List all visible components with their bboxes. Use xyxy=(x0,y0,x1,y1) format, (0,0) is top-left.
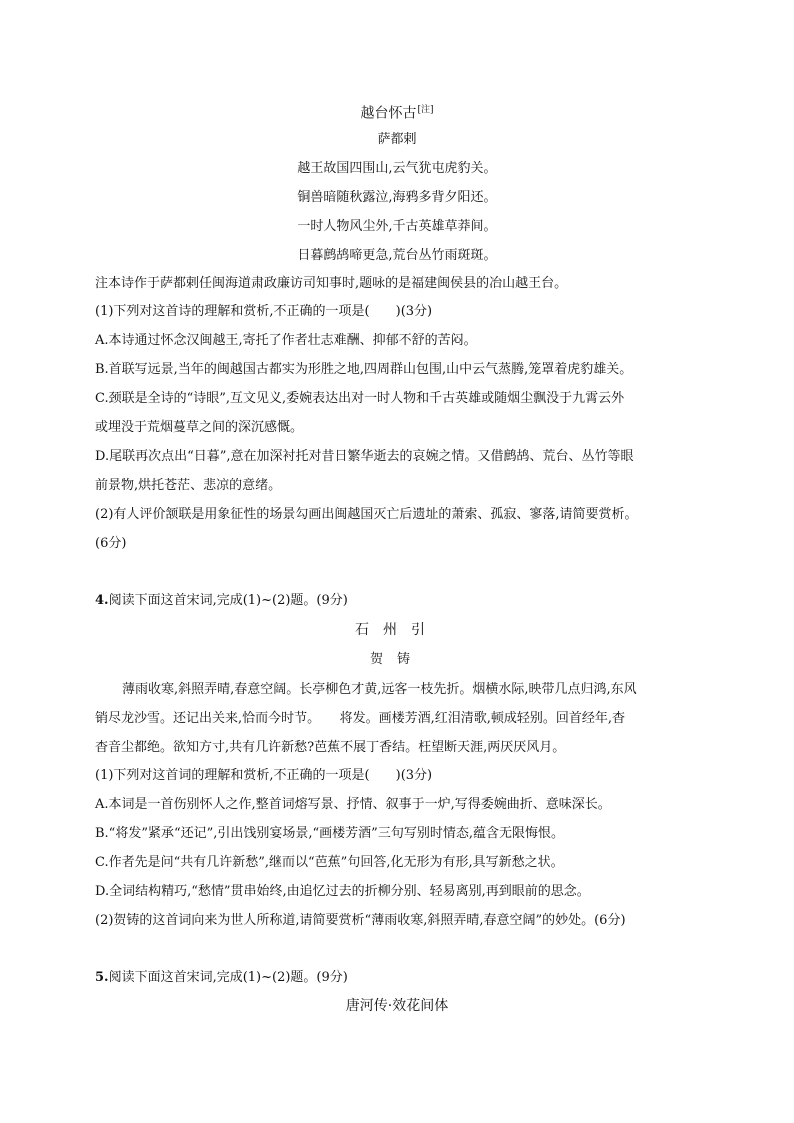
ci-text-line: 销尽龙沙雪。还记出关来,恰而今时节。 将发。画楼芳酒,红泪清歌,顿成轻别。回首经年,杳 xyxy=(95,711,626,726)
option-c: C.作者先是问“共有几许新愁”,继而以“芭蕉”句回答,化无形为有形,具写新愁之状。 xyxy=(95,855,564,870)
question-2-score: (6分) xyxy=(95,536,127,551)
question-5-prompt: 5.阅读下面这首宋词,完成(1)~(2)题。(9分) xyxy=(95,970,348,985)
option-c: C.颈联是全诗的“诗眼”,互文见义,委婉表达出对一时人物和千古英雄或随烟尘飘没于九霄云外 xyxy=(95,391,625,406)
question-number: 4. xyxy=(95,593,109,608)
question-number: 5. xyxy=(95,970,109,985)
note-marker: [注] xyxy=(417,105,434,115)
question-4-prompt: 4.阅读下面这首宋词,完成(1)~(2)题。(9分) xyxy=(95,593,348,608)
question-2: (2)有人评价颔联是用象征性的场景勾画出闽越国灭亡后遗址的萧索、孤寂、寥落,请简要赏析。 xyxy=(95,507,638,522)
option-b: B.首联写远景,当年的闽越国古都实为形胜之地,四周群山包围,山中云气蒸腾,笼罩着虎豹雄关。 xyxy=(95,362,633,377)
option-d-cont: 前景物,烘托苍茫、悲凉的意绪。 xyxy=(95,478,282,493)
option-b: B.“将发”紧承“还记”,引出饯别宴场景,“画楼芳酒”三句写别时情态,蕴含无限悔恨。 xyxy=(95,826,564,841)
question-4-2: (2)贺铸的这首词向来为世人所称道,请简要赏析“薄雨收寒,斜照弄晴,春意空阔”的妙处。(6分) xyxy=(95,913,626,928)
poem-title: 越台怀古[注] xyxy=(360,105,434,122)
poem-line: 铜兽暗随秋露泣,海鸦多背夕阳还。 xyxy=(297,190,497,205)
poem-note: 注本诗作于萨都剌任闽海道肃政廉访司知事时,题咏的是福建闽侯县的冶山越王台。 xyxy=(95,276,568,291)
poem-line: 日暮鹧鸪啼更急,荒台丛竹雨斑斑。 xyxy=(297,248,497,263)
option-a: A.本词是一首伤别怀人之作,整首词熔写景、抒情、叙事于一炉,写得委婉曲折、意味深长。 xyxy=(95,797,611,812)
ci-title: 石州引 xyxy=(355,622,439,638)
poem-author: 萨都剌 xyxy=(377,132,417,147)
ci-author: 贺铸 xyxy=(369,652,424,667)
option-d: D.全词结构精巧,“愁情”贯串始终,由追忆过去的折柳分别、轻易离别,再到眼前的思念。 xyxy=(95,884,590,899)
option-c-cont: 或埋没于荒烟蔓草之间的深沉感慨。 xyxy=(95,420,304,435)
poem-line: 越王故国四围山,云气犹屯虎豹关。 xyxy=(297,161,497,176)
ci-text-line: 薄雨收寒,斜照弄晴,春意空阔。长亭柳色才黄,远客一枝先折。烟横水际,映带几点归鸿,东风 xyxy=(122,682,637,697)
ci-text-line: 杳音尘都绝。欲知方寸,共有几许新愁?芭蕉不展丁香结。枉望断天涯,两厌厌风月。 xyxy=(95,740,566,755)
question-1: (1)下列对这首诗的理解和赏析,不正确的一项是( )(3分) xyxy=(95,304,433,319)
ci-title-5: 唐河传·效花间体 xyxy=(345,998,449,1014)
option-a: A.本诗通过怀念汉闽越王,寄托了作者壮志难酬、抑郁不舒的苦闷。 xyxy=(95,333,477,348)
option-d: D.尾联再次点出“日暮”,意在加深衬托对昔日繁华逝去的哀婉之情。又借鹧鸪、荒台、丛竹等眼 xyxy=(95,449,634,464)
question-4-1: (1)下列对这首词的理解和赏析,不正确的一项是( )(3分) xyxy=(95,768,433,783)
poem-line: 一时人物风尘外,千古英雄草莽间。 xyxy=(297,219,497,234)
